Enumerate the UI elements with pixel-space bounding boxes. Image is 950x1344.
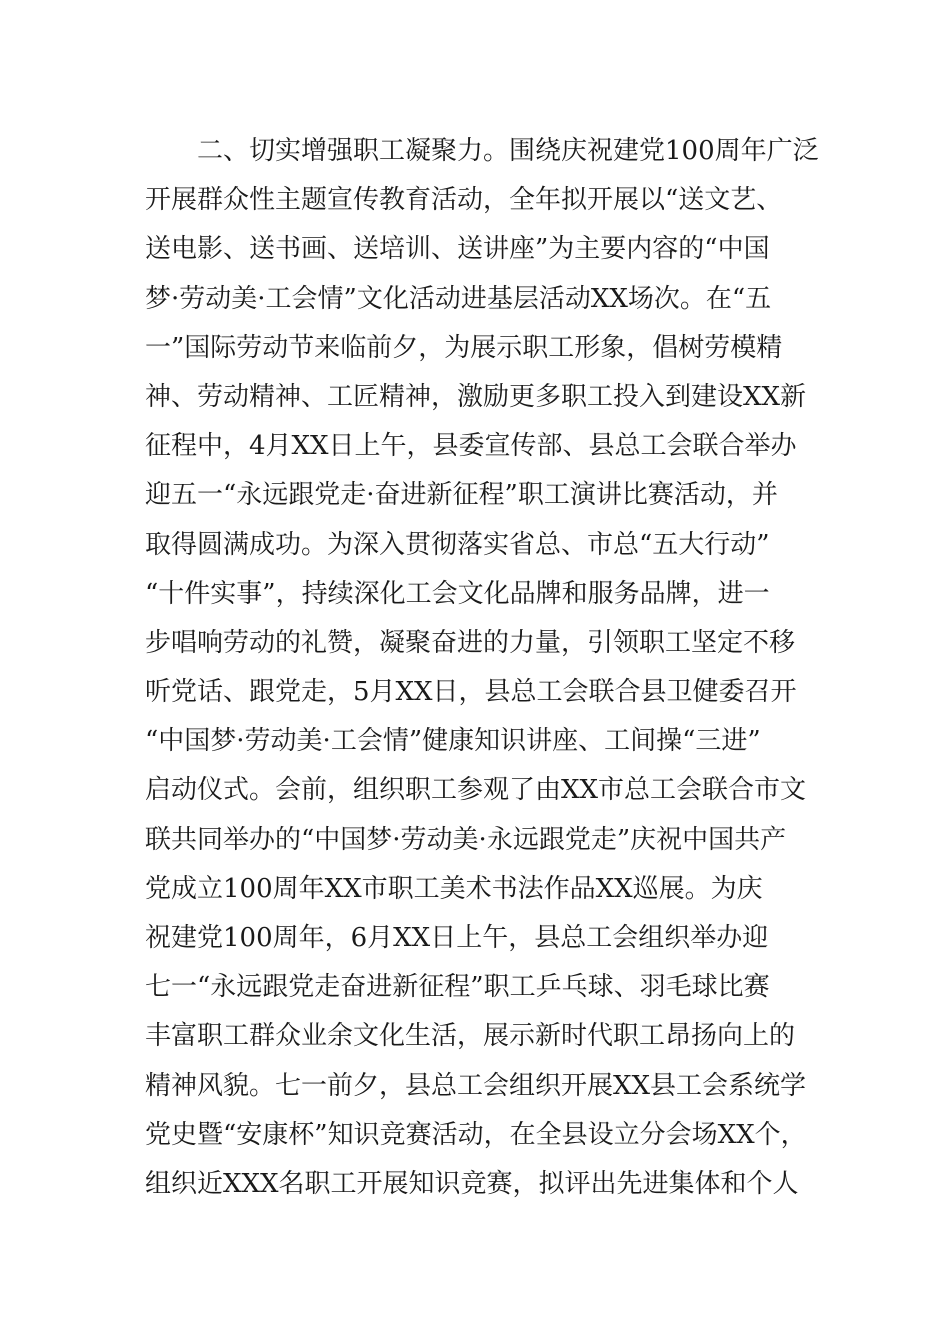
paragraph-line: 联共同举办的“中国梦·劳动美·永远跟党走”庆祝中国共产 — [145, 824, 787, 855]
paragraph-line: 梦·劳动美·工会情”文化活动进基层活动XX场次。在“五 — [145, 283, 772, 314]
paragraph-line: 取得圆满成功。为深入贯彻落实省总、市总“五大行动” — [145, 529, 770, 560]
paragraph-line: 开展群众性主题宣传教育活动，全年拟开展以“送文艺、 — [145, 185, 783, 216]
paragraph-line: 党史暨“安康杯”知识竞赛活动，在全县设立分会场XX个， — [145, 1119, 807, 1150]
paragraph-line: 听党话、跟党走，5月XX日，县总工会联合县卫健委召开 — [145, 677, 797, 708]
paragraph-line: 党成立100周年XX市职工美术书法作品XX巡展。为庆 — [145, 873, 763, 904]
paragraph-line: 精神风貌。七一前夕，县总工会组织开展XX县工会系统学 — [145, 1070, 807, 1101]
paragraph-line: 迎五一“永远跟党走·奋进新征程”职工演讲比赛活动，并 — [145, 480, 778, 511]
paragraph-line: 丰富职工群众业余文化生活，展示新时代职工昂扬向上的 — [145, 1021, 796, 1052]
paragraph-line: 步唱响劳动的礼赞，凝聚奋进的力量，引领职工坚定不移 — [145, 627, 796, 658]
paragraph-line: 一”国际劳动节来临前夕，为展示职工形象，倡树劳模精 — [145, 332, 783, 363]
paragraph-line: 七一“永远跟党走奋进新征程”职工乒乓球、羽毛球比赛 — [145, 972, 770, 1003]
paragraph-line: “中国梦·劳动美·工会情”健康知识讲座、工间操“三进” — [145, 726, 761, 757]
paragraph-line: 神、劳动精神、工匠精神，激励更多职工投入到建设XX新 — [145, 381, 807, 412]
paragraph-line: 送电影、送书画、送培训、送讲座”为主要内容的“中国 — [145, 234, 770, 265]
paragraph-line: 组织近XXX名职工开展知识竞赛，拟评出先进集体和个人 — [145, 1168, 799, 1199]
body-paragraph — [145, 127, 825, 1209]
paragraph-line: “十件实事”，持续深化工会文化品牌和服务品牌，进一 — [145, 578, 770, 609]
paragraph-line: 祝建党100周年，6月XX日上午，县总工会组织举办迎 — [145, 923, 769, 953]
paragraph-line: 二、切实增强职工凝聚力。围绕庆祝建党100周年广泛 — [145, 136, 819, 166]
paragraph-line: 启动仪式。会前，组织职工参观了由XX市总工会联合市文 — [145, 775, 807, 806]
paragraph-line: 征程中，4月XX日上午，县委宣传部、县总工会联合举办 — [145, 431, 797, 462]
